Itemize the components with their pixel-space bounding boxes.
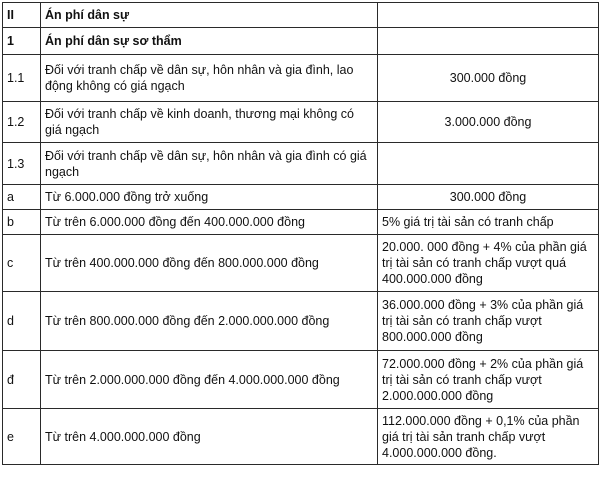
- table-row: [3, 55, 599, 102]
- row-amount: 36.000.000 đồng + 3% của phần giá trị tài sản có tranh chấp vượt 800.000.000 đồng: [378, 292, 599, 351]
- row-amount: 112.000.000 đồng + 0,1% của phần giá trị tài sản tranh chấp vượt 4.000.000.000 đồng.: [378, 409, 599, 465]
- row-amount: [378, 28, 599, 55]
- row-description: Từ trên 400.000.000 đồng đến 800.000.000 đồng: [41, 235, 378, 292]
- row-description: Từ trên 4.000.000.000 đồng: [41, 409, 378, 465]
- row-description: Đối với tranh chấp về dân sự, hôn nhân và gia đình có giá ngạch: [41, 143, 378, 185]
- row-number: e: [3, 409, 41, 465]
- row-description: Án phí dân sự: [41, 3, 378, 28]
- row-amount: 300.000 đồng: [378, 55, 599, 102]
- row-description: Từ trên 800.000.000 đồng đến 2.000.000.000 đồng: [41, 292, 378, 351]
- row-amount: [378, 3, 599, 28]
- table-row: [3, 409, 599, 465]
- court-fee-table: [2, 2, 599, 465]
- table-row: [3, 235, 599, 292]
- row-number: c: [3, 235, 41, 292]
- row-amount: 300.000 đồng: [378, 185, 599, 210]
- row-number: 1.1: [3, 55, 41, 102]
- row-number: đ: [3, 351, 41, 409]
- table-row: [3, 185, 599, 210]
- row-amount: 72.000.000 đồng + 2% của phần giá trị tài sản có tranh chấp vượt 2.000.000.000 đồng: [378, 351, 599, 409]
- row-description: Đối với tranh chấp về kinh doanh, thương mại không có giá ngạch: [41, 102, 378, 143]
- row-number: b: [3, 210, 41, 235]
- row-description: Án phí dân sự sơ thẩm: [41, 28, 378, 55]
- table-row: [3, 102, 599, 143]
- table-row-subsection: [3, 28, 599, 55]
- row-number: 1.2: [3, 102, 41, 143]
- row-number: d: [3, 292, 41, 351]
- row-number: 1.3: [3, 143, 41, 185]
- row-number: 1: [3, 28, 41, 55]
- row-amount: [378, 143, 599, 185]
- row-amount: 20.000. 000 đồng + 4% của phần giá trị tài sản có tranh chấp vượt quá 400.000.000 đồng: [378, 235, 599, 292]
- row-description: Từ trên 6.000.000 đồng đến 400.000.000 đồng: [41, 210, 378, 235]
- row-number: a: [3, 185, 41, 210]
- table-row: [3, 292, 599, 351]
- row-description: Đối với tranh chấp về dân sự, hôn nhân và gia đình, lao động không có giá ngạch: [41, 55, 378, 102]
- table-row-section: [3, 3, 599, 28]
- table-row: [3, 351, 599, 409]
- table-row: [3, 210, 599, 235]
- row-amount: 5% giá trị tài sản có tranh chấp: [378, 210, 599, 235]
- table-row: [3, 143, 599, 185]
- row-amount: 3.000.000 đồng: [378, 102, 599, 143]
- row-description: Từ trên 2.000.000.000 đồng đến 4.000.000.000 đồng: [41, 351, 378, 409]
- row-number: II: [3, 3, 41, 28]
- row-description: Từ 6.000.000 đồng trở xuống: [41, 185, 378, 210]
